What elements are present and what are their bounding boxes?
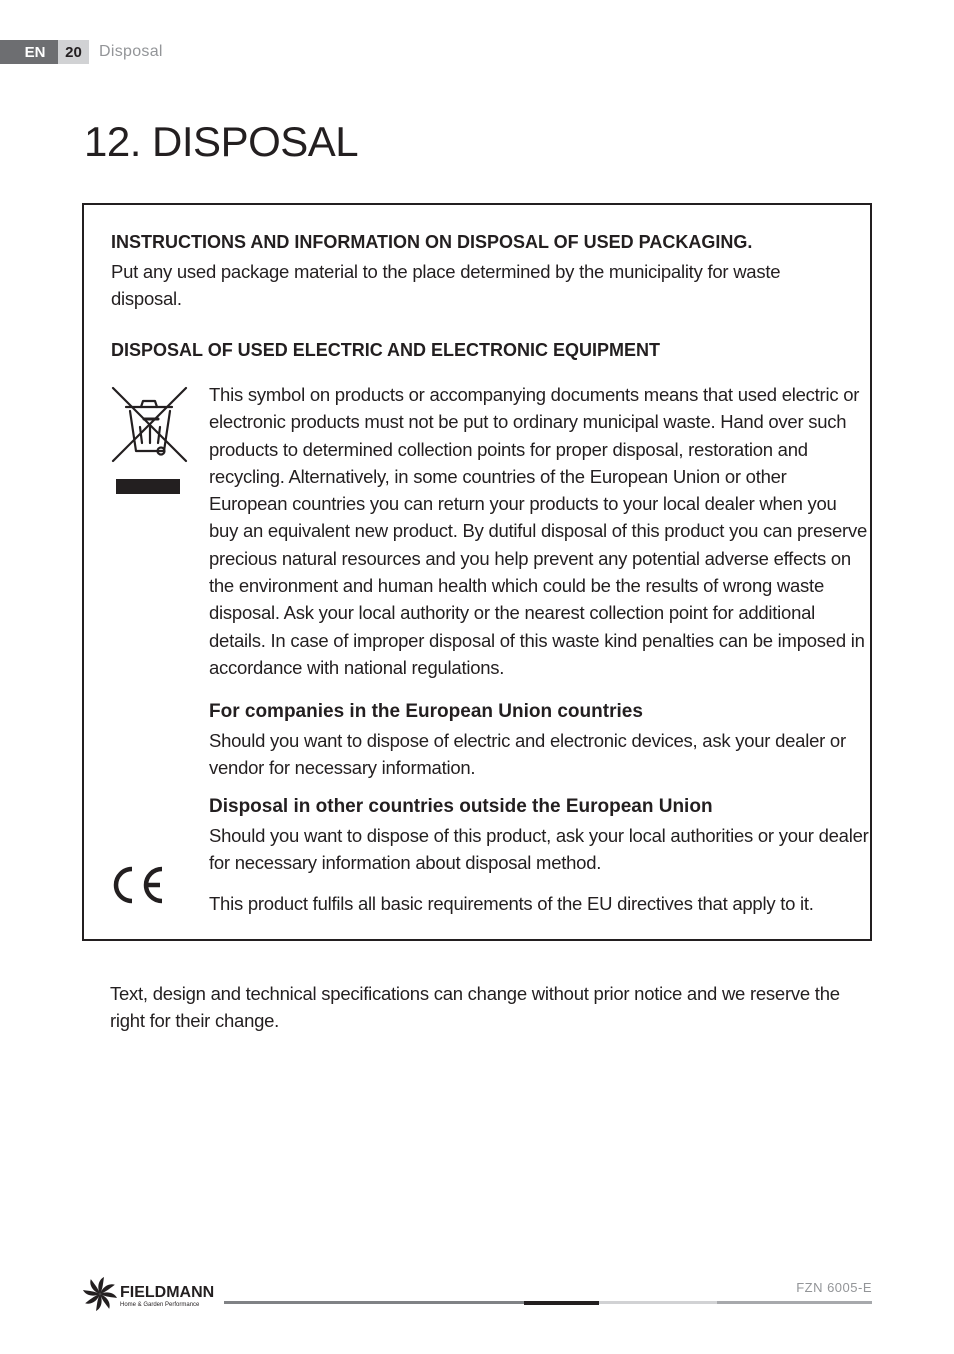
packaging-text: Put any used package material to the place determined by the municipality for waste disposal.	[111, 261, 781, 310]
other-countries-text: Should you want to dispose of this product, ask your local authorities or your dealer for necessary information about disposal method.	[209, 825, 869, 874]
language-tab: EN	[0, 40, 58, 64]
other-countries-heading: Disposal in other countries outside the European Union	[209, 796, 713, 817]
section-name: Disposal	[99, 43, 163, 60]
page-title: 12. DISPOSAL	[84, 118, 359, 165]
packaging-heading: INSTRUCTIONS AND INFORMATION ON DISPOSAL OF USED PACKAGING.	[111, 232, 753, 252]
companies-text: Should you want to dispose of electric and electronic devices, ask your dealer or vendor for necessary information.	[209, 730, 846, 779]
eu-statement: This product fulfils all basic requirements of the EU directives that apply to it.	[209, 893, 814, 914]
logo-brand: FIELDMANN	[120, 1284, 215, 1301]
change-notice: Text, design and technical specifications can change without prior notice and we reserve the right for their change.	[110, 983, 840, 1032]
crossed-out-bin-icon	[110, 385, 190, 499]
companies-heading: For companies in the European Union countries	[209, 701, 643, 722]
ce-mark-icon	[110, 865, 168, 905]
disposal-box	[82, 203, 872, 941]
fieldmann-logo	[82, 1276, 227, 1312]
page-header	[0, 40, 163, 64]
weee-heading: DISPOSAL OF USED ELECTRIC AND ELECTRONIC EQUIPMENT	[111, 340, 661, 360]
weee-text: This symbol on products or accompanying documents means that used electric or electronic products must not be put to ordinary municipal waste. Hand over such products to determined collection points for proper disposal, restoration and recycling. Alternatively, in some countries of the European Union or other European countries you can return your products to your local dealer when you buy an equivalent new product. By dutiful disposal of this product you can preserve precious natural resources and you help prevent any potential adverse effects on the environment and human health which could be the results of wrong waste disposal. Ask your local authority or the nearest collection point for additional details. In case of improper disposal of this waste kind penalties can be imposed in accordance with national regulations.	[209, 384, 867, 678]
footer-rule	[224, 1301, 872, 1305]
model-number: FZN 6005-E	[796, 1280, 872, 1295]
page-number: 20	[58, 40, 89, 64]
logo-tagline: Home & Garden Performance	[120, 1302, 200, 1308]
